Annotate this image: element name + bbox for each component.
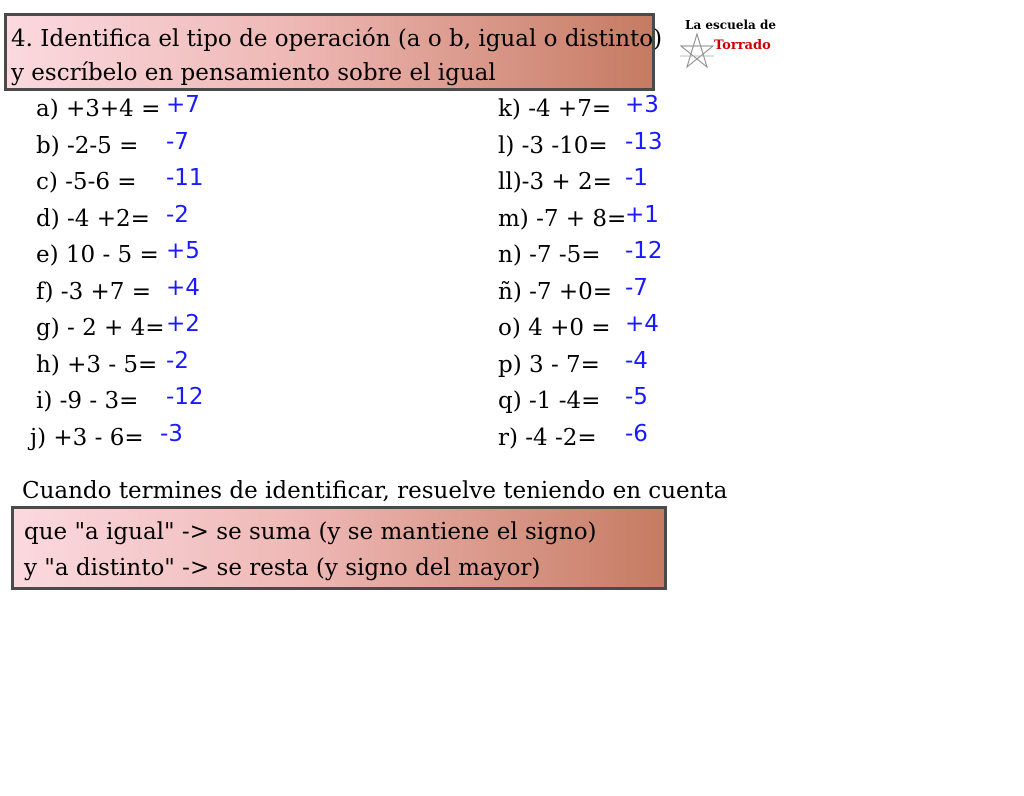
exercise-answer: -2 bbox=[166, 347, 189, 374]
rule-box bbox=[11, 506, 667, 590]
exercise-question: b) -2-5 = bbox=[36, 132, 139, 159]
exercise-answer: -1 bbox=[625, 165, 648, 191]
pentagram-icon bbox=[680, 32, 714, 70]
exercise-answer: -13 bbox=[625, 128, 663, 155]
exercise-question: c) -5-6 = bbox=[36, 169, 137, 195]
exercise-answer: -12 bbox=[625, 238, 663, 264]
exercise-question: e) 10 - 5 = bbox=[36, 242, 159, 268]
exercise-answer: +2 bbox=[166, 311, 200, 337]
exercise-answer: +5 bbox=[166, 238, 200, 264]
exercise-question: o) 4 +0 = bbox=[498, 315, 611, 341]
exercise-question: k) -4 +7= bbox=[498, 96, 612, 122]
exercise-question: ll)-3 + 2= bbox=[498, 169, 612, 195]
exercise-answer: -12 bbox=[166, 384, 204, 410]
exercise-answer: +4 bbox=[166, 274, 200, 301]
exercise-answer: -4 bbox=[625, 347, 648, 374]
exercise-answer: +7 bbox=[166, 92, 200, 118]
exercise-answer: -2 bbox=[166, 201, 189, 228]
title-box bbox=[4, 13, 663, 91]
exercise-question: j) +3 - 6= bbox=[30, 424, 144, 451]
rule-line-2: y "a distinto" -> se resta (y signo del mayor) bbox=[24, 555, 541, 581]
exercise-question: m) -7 + 8= bbox=[498, 205, 627, 232]
logo bbox=[680, 16, 784, 72]
exercise-answer: -5 bbox=[625, 384, 648, 410]
exercise-question: g) - 2 + 4= bbox=[36, 315, 165, 341]
exercise-question: i) -9 - 3= bbox=[36, 388, 139, 414]
exercise-question: f) -3 +7 = bbox=[36, 278, 151, 305]
exercise-answer: -3 bbox=[160, 420, 183, 447]
exercise-question: h) +3 - 5= bbox=[36, 351, 158, 378]
instruction-note: Cuando termines de identificar, resuelve teniendo en cuenta bbox=[22, 478, 728, 504]
exercise-question: ñ) -7 +0= bbox=[498, 278, 612, 305]
exercise-question: q) -1 -4= bbox=[498, 388, 601, 414]
logo-text-top: La escuela de bbox=[685, 18, 776, 32]
rule-line-1: que "a igual" -> se suma (y se mantiene el signo) bbox=[24, 519, 597, 545]
exercise-answer: -7 bbox=[166, 128, 189, 155]
exercise-answer: +3 bbox=[625, 92, 659, 118]
logo-text-bottom: Torrado bbox=[714, 38, 771, 53]
exercise-question: a) +3+4 = bbox=[36, 96, 161, 122]
exercise-question: r) -4 -2= bbox=[498, 424, 597, 451]
exercise-answer: -6 bbox=[625, 420, 648, 447]
exercise-answer: +4 bbox=[625, 311, 659, 337]
title-line-2: y escríbelo en pensamiento sobre el igual bbox=[11, 60, 496, 86]
exercise-answer: +1 bbox=[625, 201, 659, 228]
exercise-answer: -7 bbox=[625, 274, 648, 301]
title-line-1: 4. Identifica el tipo de operación (a o b, igual o distinto) bbox=[11, 26, 663, 52]
exercise-question: d) -4 +2= bbox=[36, 205, 150, 232]
exercise-question: n) -7 -5= bbox=[498, 242, 601, 268]
exercise-question: l) -3 -10= bbox=[498, 132, 608, 159]
exercise-question: p) 3 - 7= bbox=[498, 351, 600, 378]
exercise-answer: -11 bbox=[166, 165, 204, 191]
